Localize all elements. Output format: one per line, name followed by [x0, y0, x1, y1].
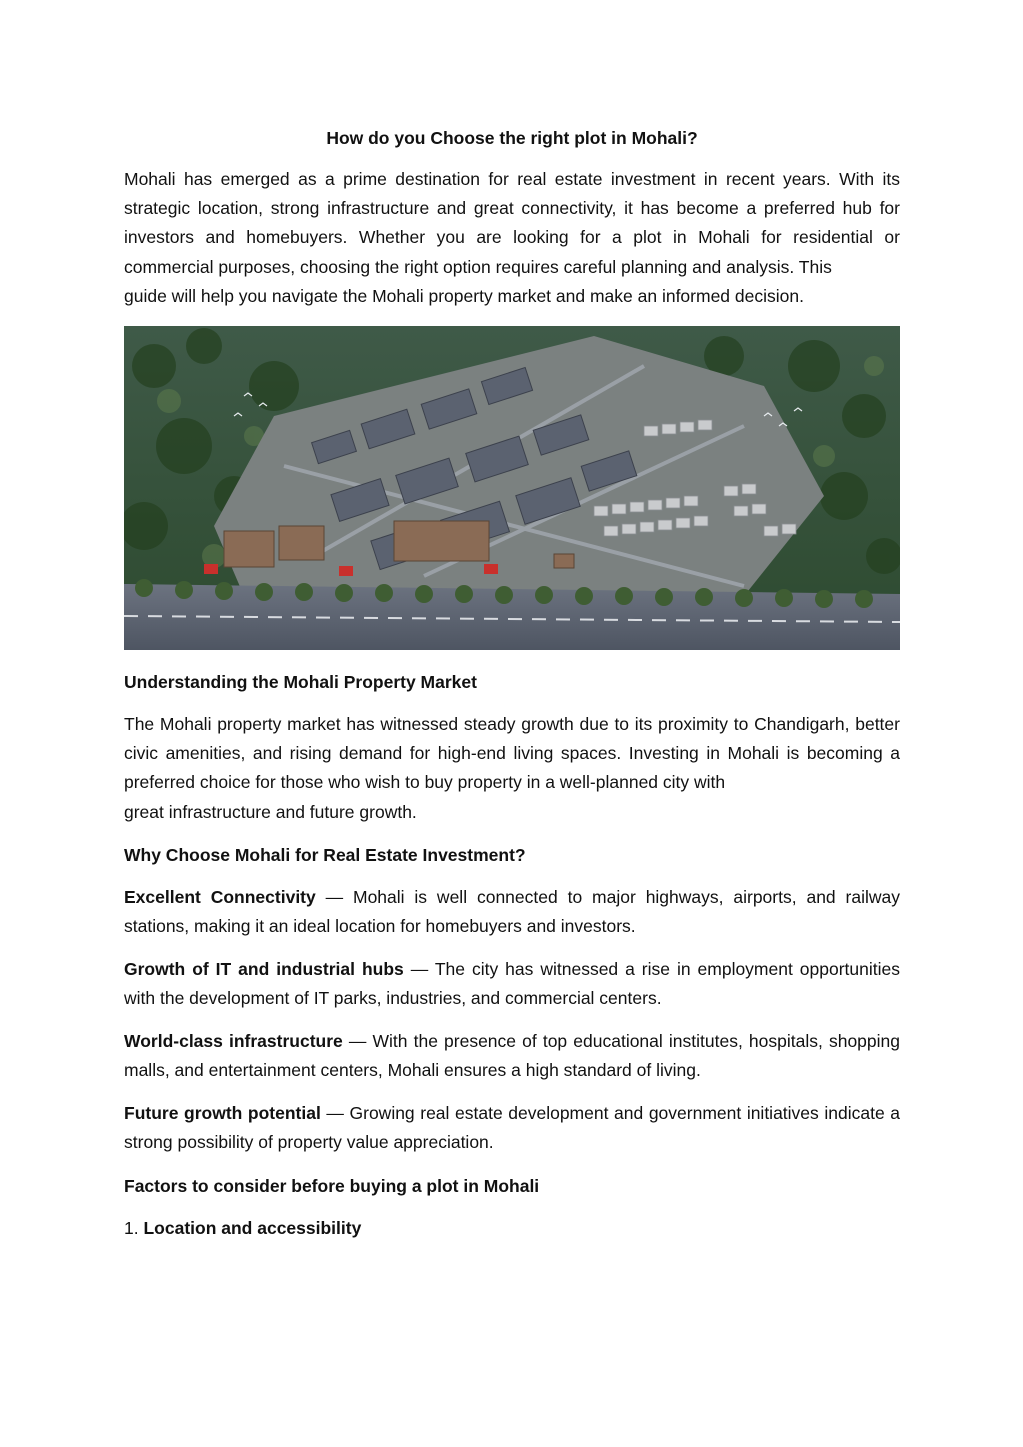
reason-text: — With the presence of top educational institutes, hospitals, shopping malls, and entertainment centers, Mohali ensures a high standard of living.	[124, 1031, 901, 1081]
market-line: better civic amenities, and rising demand for high-end living spaces. Investing in Mohali is	[124, 714, 900, 764]
market-line: becoming a preferred choice for those who wish to buy property in a well-planned city with	[124, 743, 900, 793]
page-title: How do you Choose the right plot in Mohali?	[326, 128, 698, 148]
aerial-development-image	[124, 326, 900, 650]
intro-line: commercial purposes, choosing the right option requires careful planning and analysis. This	[124, 256, 832, 277]
section-heading-factors: Factors to consider before buying a plot in Mohali	[124, 1176, 540, 1196]
intro-line: Mohali has emerged as a prime destination for real estate investment in recent years. With its	[124, 169, 900, 189]
reason-label: Excellent Connectivity	[124, 887, 316, 907]
factor-label: Location and accessibility	[143, 1218, 362, 1238]
reason-label: Future growth potential	[124, 1103, 321, 1123]
reason-label: Growth of IT and industrial hubs	[124, 959, 404, 979]
market-paragraph	[124, 710, 900, 827]
section-heading-why-mohali: Why Choose Mohali for Real Estate Investment?	[124, 845, 526, 865]
reason-item	[124, 883, 900, 941]
market-line: great infrastructure and future growth.	[124, 801, 417, 822]
intro-line: strategic location, strong infrastructure and great connectivity, it has become a preferred hub	[124, 198, 872, 219]
intro-line: for investors and homebuyers. Whether you are looking for a plot in Mohali for residential or	[124, 198, 900, 248]
factor-item	[124, 1214, 900, 1243]
reason-text: — Mohali is well connected to major highways, airports, and railway stations, making it an ideal location for homebuyers and investors.	[124, 887, 900, 937]
market-line: The Mohali property market has witnessed steady growth due to its proximity to Chandigarh,	[124, 714, 850, 734]
intro-paragraph	[124, 165, 900, 311]
reason-item	[124, 1099, 900, 1157]
reason-text: — The city has witnessed a rise in employment opportunities with the development of IT parks, industries, and commercial centers.	[124, 959, 901, 1009]
factor-number: 1.	[124, 1218, 139, 1238]
reason-text: — Growing real estate development and government initiatives indicate a strong possibility of property value appreciation.	[124, 1103, 900, 1153]
reason-label: World-class infrastructure	[124, 1031, 343, 1051]
reason-item	[124, 955, 900, 1013]
section-heading-market: Understanding the Mohali Property Market	[124, 672, 477, 692]
reason-item	[124, 1027, 900, 1085]
intro-line: guide will help you navigate the Mohali property market and make an informed decision.	[124, 285, 804, 306]
